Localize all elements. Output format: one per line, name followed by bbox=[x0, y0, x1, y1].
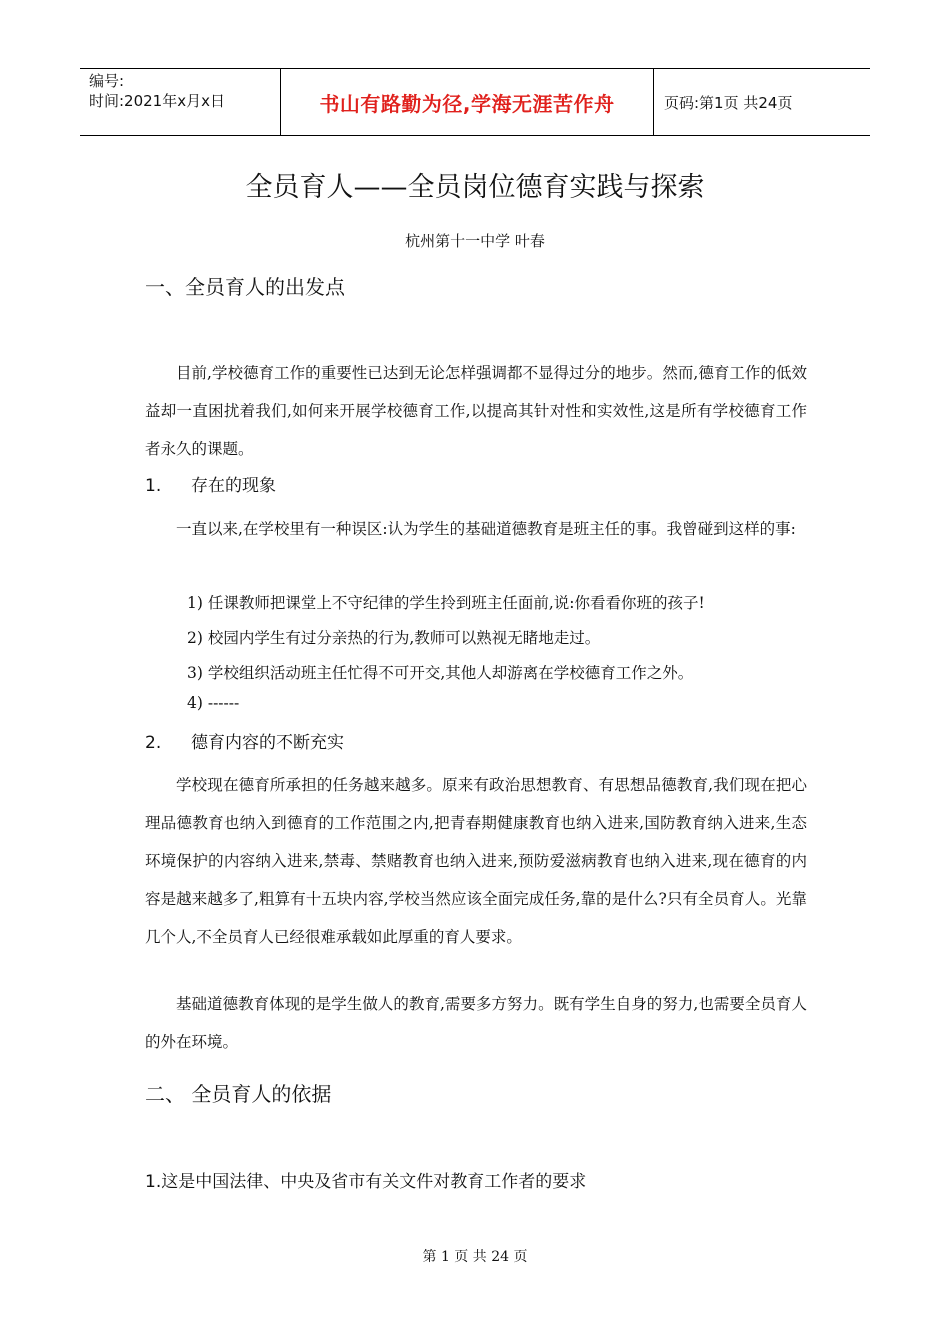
sub1-title: 存在的现象 bbox=[191, 476, 276, 496]
sub1-heading bbox=[145, 471, 276, 496]
document-header bbox=[80, 68, 870, 136]
sub1-number: 1. bbox=[145, 476, 162, 496]
header-motto-cell bbox=[281, 69, 654, 135]
sub2-paragraph-1: 学校现在德育所承担的任务越来越多。原来有政治思想教育、有思想品德教育,我们现在把心理品德教育也纳入到德育的工作范围之内,把青春期健康教育也纳入进来,国防教育纳入进来,生态环境保护的内容纳入进来,禁毒、禁赌教育也纳入进来,预防爱滋病教育也纳入进来,现在德育的内容是越来越多了,粗算有十五块内容,学校当然应该全面完成任务,靠的是什么?只有全员育人。光靠几个人,不全员育人已经很难承载如此厚重的育人要求。 bbox=[145, 776, 807, 946]
sub1-paragraph: 一直以来,在学校里有一种误区:认为学生的基础道德教育是班主任的事。我曾碰到这样的事: bbox=[176, 520, 796, 538]
list-item: 1) 任课教师把课堂上不守纪律的学生拎到班主任面前,说:你看看你班的孩子! bbox=[187, 594, 705, 612]
sub2-number: 2. bbox=[145, 733, 162, 753]
sub2-heading bbox=[145, 728, 344, 753]
motto-text: 书山有路勤为径,学海无涯苦作舟 bbox=[319, 91, 615, 116]
sub2-title: 德育内容的不断充实 bbox=[191, 733, 344, 753]
sub2-paragraph-2: 基础道德教育体现的是学生做人的教育,需要多方努力。既有学生自身的努力,也需要全员育人的外在环境。 bbox=[145, 995, 807, 1051]
page-footer: 第 1 页 共 24 页 bbox=[422, 1249, 528, 1265]
list-item: 4) ------ bbox=[187, 694, 240, 712]
document-author: 杭州第十一中学 叶春 bbox=[405, 232, 545, 250]
section1-intro: 目前,学校德育工作的重要性已达到无论怎样强调都不显得过分的地步。然而,德育工作的低效益却一直困扰着我们,如何来开展学校德育工作,以提高其针对性和实效性,这是所有学校德育工作者永久的课题。 bbox=[145, 364, 807, 458]
header-meta bbox=[80, 69, 281, 135]
header-page-info: 页码:第1页 共24页 bbox=[664, 93, 793, 112]
list-item: 2) 校园内学生有过分亲热的行为,教师可以熟视无睹地走过。 bbox=[187, 629, 601, 647]
list-item: 3) 学校组织活动班主任忙得不可开交,其他人却游离在学校德育工作之外。 bbox=[187, 664, 694, 682]
section1-heading: 一、全员育人的出发点 bbox=[145, 275, 345, 299]
section2-heading: 二、 全员育人的依据 bbox=[145, 1082, 332, 1106]
time-label: 时间:2021年x月x日 bbox=[89, 92, 225, 110]
section2-sub1-heading: 1.这是中国法律、中央及省市有关文件对教育工作者的要求 bbox=[145, 1172, 587, 1192]
document-title: 全员育人——全员岗位德育实践与探索 bbox=[245, 172, 705, 203]
number-label: 编号: bbox=[89, 72, 125, 90]
